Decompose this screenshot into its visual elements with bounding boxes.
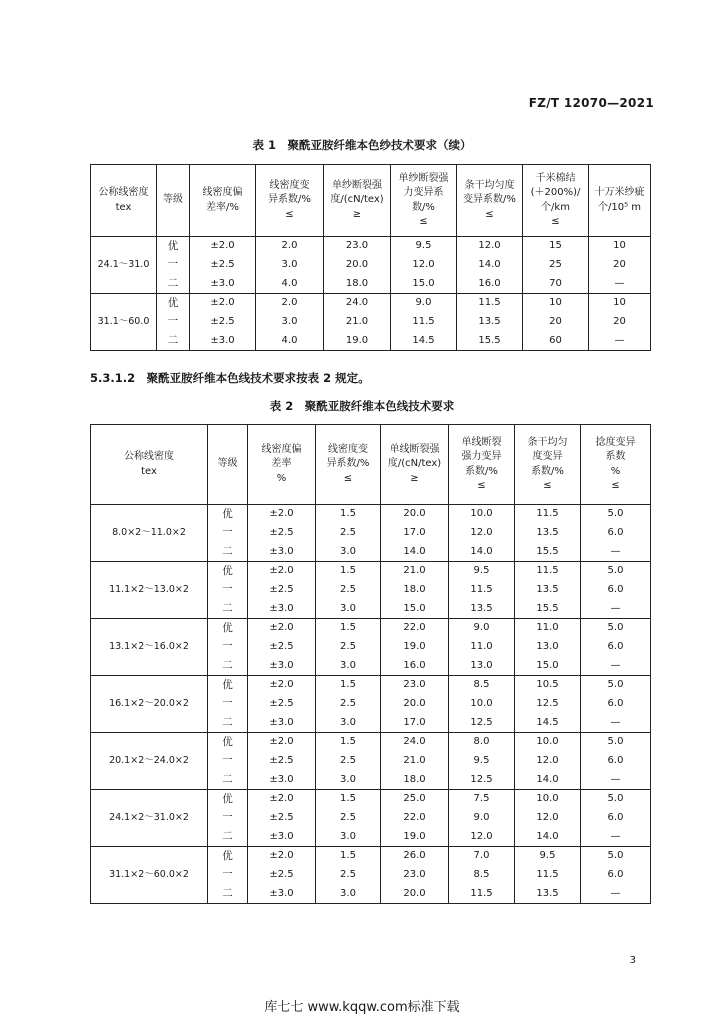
- table2-header-col-5-line-2: 系数/%: [465, 465, 498, 477]
- table2-cell: 5.0: [581, 676, 651, 695]
- table2-cell: 1.5: [316, 562, 381, 581]
- table2-header-col-0-line-0: 公称线密度: [124, 451, 174, 462]
- table2-cell: 8.5: [449, 676, 515, 695]
- table2-header-col-2-line-1: 差率: [271, 458, 292, 470]
- table1-header-col-4-line-2: ≥: [352, 208, 362, 220]
- table1-header-col-1-line-0: 等级: [163, 194, 183, 206]
- table1-header-col-2-line-0: 线密度偏: [202, 187, 243, 198]
- table2-cell: ±2.0: [248, 790, 316, 809]
- table1-cell: ±2.5: [190, 256, 256, 275]
- table2-cell: 21.0: [381, 562, 449, 581]
- table1-cell: 2.0: [256, 294, 324, 313]
- table2-cell: 9.0: [449, 809, 515, 828]
- table2-header-col-0: [91, 425, 208, 505]
- table2-header-col-5-line-3: ≤: [477, 480, 486, 491]
- table2-cell: 6.0: [581, 524, 651, 543]
- table1-header-col-7: [523, 165, 589, 237]
- table1-cell: ±2.0: [190, 294, 256, 313]
- table2-header-col-6-line-2: 系数/%: [531, 465, 564, 477]
- table2-spec-cell: 11.1×2～13.0×2: [91, 562, 208, 619]
- table2-cell: 一: [208, 866, 248, 885]
- table2-cell: ±3.0: [248, 828, 316, 847]
- table-row: [91, 790, 651, 809]
- table1-header-col-6-line-0: 条干均匀度: [464, 179, 515, 191]
- table2-cell: 优: [208, 733, 248, 752]
- table1-header-col-0-line-1: tex: [115, 201, 132, 213]
- table-row: [91, 294, 651, 313]
- table2-cell: 7.5: [449, 790, 515, 809]
- table1-header-col-3-line-0: 线密度变: [269, 179, 310, 191]
- table2-cell: 9.5: [449, 752, 515, 771]
- table1-header-col-0-line-0: 公称线密度: [98, 187, 149, 198]
- table2-cell: 二: [208, 714, 248, 733]
- table2-cell: 5.0: [581, 790, 651, 809]
- table2-cell: 20.0: [381, 505, 449, 524]
- table1-header-col-8-line-1: 个/10⁵ m: [597, 201, 642, 213]
- table2-cell: 3.0: [316, 771, 381, 790]
- table1-cell: 21.0: [324, 313, 391, 332]
- table2-cell: 10.0: [449, 695, 515, 714]
- table2-cell: 20.0: [381, 695, 449, 714]
- table2-cell: 6.0: [581, 581, 651, 600]
- table2-cell: 一: [208, 581, 248, 600]
- table1-cell: 14.0: [457, 256, 523, 275]
- table2-spec-cell: 31.1×2～60.0×2: [91, 847, 208, 904]
- table2-cell: 优: [208, 619, 248, 638]
- table2-cell: 一: [208, 524, 248, 543]
- table1-cell: —: [589, 275, 651, 294]
- table2-cell: —: [581, 600, 651, 619]
- table2-cell: ±2.0: [248, 847, 316, 866]
- table2-cell: ±3.0: [248, 543, 316, 562]
- table2-cell: 19.0: [381, 828, 449, 847]
- table2-cell: —: [581, 657, 651, 676]
- table2-cell: 18.0: [381, 581, 449, 600]
- table2-header-col-1-line-0: 等级: [217, 458, 238, 470]
- table1-cell: 9.5: [391, 237, 457, 256]
- table2-header-col-3: [316, 425, 381, 505]
- table2-cell: 13.0: [449, 657, 515, 676]
- table2-cell: —: [581, 714, 651, 733]
- table2-header-col-7-line-1: 系数: [605, 451, 626, 462]
- table2-cell: 优: [208, 790, 248, 809]
- table1-cell: ±2.0: [190, 237, 256, 256]
- table2-cell: 13.5: [515, 581, 581, 600]
- table1-cell: 4.0: [256, 332, 324, 351]
- table1-cell: 二: [157, 275, 190, 294]
- table2-cell: 23.0: [381, 866, 449, 885]
- table1-header-col-3: [256, 165, 324, 237]
- table2-cell: 二: [208, 543, 248, 562]
- table2-cell: 一: [208, 809, 248, 828]
- table2-header-col-7: [581, 425, 651, 505]
- table2: [90, 424, 651, 904]
- table2-header-col-5-line-1: 强力变异: [461, 451, 502, 462]
- table2-cell: 3.0: [316, 714, 381, 733]
- table1-header-col-5-line-2: ≤: [419, 216, 428, 227]
- table1-cell: 20.0: [324, 256, 391, 275]
- table2-cell: 10.0: [515, 790, 581, 809]
- table2-header-col-7-line-3: ≤: [611, 480, 620, 491]
- table2-cell: ±2.5: [248, 638, 316, 657]
- table-row: [91, 619, 651, 638]
- table1-cell: 20: [589, 313, 651, 332]
- table1-cell: ±3.0: [190, 332, 256, 351]
- table2-cell: 19.0: [381, 638, 449, 657]
- table2-cell: 6.0: [581, 809, 651, 828]
- table2-spec-cell: 24.1×2～31.0×2: [91, 790, 208, 847]
- table2-cell: —: [581, 771, 651, 790]
- table2-cell: 优: [208, 562, 248, 581]
- table2-cell: 21.0: [381, 752, 449, 771]
- table1-cell: ±3.0: [190, 275, 256, 294]
- table1-header-col-5-line-1: 力变异系数/%: [403, 187, 444, 213]
- table2-cell: 11.5: [515, 505, 581, 524]
- table-row: [91, 256, 651, 275]
- table1-header-col-7-line-1: (＋200%)/: [530, 187, 581, 198]
- table2-header-col-2: [248, 425, 316, 505]
- table2-cell: 二: [208, 828, 248, 847]
- table2-cell: 6.0: [581, 866, 651, 885]
- table2-cell: 二: [208, 885, 248, 904]
- table2-cell: 2.5: [316, 581, 381, 600]
- table2-cell: 一: [208, 695, 248, 714]
- table1-header-col-2-line-1: 差率/%: [206, 201, 239, 213]
- table2-cell: 8.0: [449, 733, 515, 752]
- table1-header-col-7-line-2: 个/km: [541, 201, 570, 213]
- table1-cell: —: [589, 332, 651, 351]
- table1-header-col-4: [324, 165, 391, 237]
- table2-cell: 5.0: [581, 562, 651, 581]
- table-row: [91, 275, 651, 294]
- table2-cell: 26.0: [381, 847, 449, 866]
- table1-cell: 二: [157, 332, 190, 351]
- table1-header-col-4-line-0: 单纱断裂强: [332, 179, 382, 191]
- table1-cell: 一: [157, 313, 190, 332]
- table2-spec-cell: 13.1×2～16.0×2: [91, 619, 208, 676]
- table1-cell: 24.0: [324, 294, 391, 313]
- table2-cell: ±2.5: [248, 581, 316, 600]
- table2-cell: 7.0: [449, 847, 515, 866]
- table2-cell: 6.0: [581, 695, 651, 714]
- table2-cell: 11.5: [449, 581, 515, 600]
- table1-cell: 一: [157, 256, 190, 275]
- table2-cell: 11.0: [515, 619, 581, 638]
- table2-cell: 10.5: [515, 676, 581, 695]
- table2-cell: 2.5: [316, 809, 381, 828]
- table2-header-col-1: [208, 425, 248, 505]
- table2-cell: 1.5: [316, 676, 381, 695]
- table2-header-col-5-line-0: 单线断裂: [461, 436, 502, 448]
- table2-cell: ±2.0: [248, 676, 316, 695]
- table2-cell: 18.0: [381, 771, 449, 790]
- table2-header-col-6-line-1: 度变异: [532, 451, 563, 462]
- table2-cell: 3.0: [316, 828, 381, 847]
- table-row: [91, 676, 651, 695]
- table2-cell: 1.5: [316, 619, 381, 638]
- table-row: [91, 332, 651, 351]
- table2-cell: 11.5: [449, 885, 515, 904]
- table2-cell: 6.0: [581, 752, 651, 771]
- table1-cell: 10: [523, 294, 589, 313]
- table2-cell: 22.0: [381, 619, 449, 638]
- table2-cell: 11.5: [515, 866, 581, 885]
- table1-header-col-8-line-0: 十万米纱疵: [594, 187, 645, 198]
- table2-cell: 1.5: [316, 847, 381, 866]
- table2-cell: 9.5: [449, 562, 515, 581]
- table-row: [91, 505, 651, 524]
- table2-cell: 二: [208, 771, 248, 790]
- table2-cell: 一: [208, 638, 248, 657]
- table1-cell: 4.0: [256, 275, 324, 294]
- table2-cell: ±2.5: [248, 695, 316, 714]
- table2-cell: 15.0: [381, 600, 449, 619]
- table2-cell: ±3.0: [248, 600, 316, 619]
- table-row: [91, 847, 651, 866]
- table1-header-col-0: [91, 165, 157, 237]
- table2-cell: 3.0: [316, 600, 381, 619]
- table2-cell: ±2.0: [248, 562, 316, 581]
- table1-header-col-7-line-3: ≤: [551, 216, 560, 227]
- table2-cell: ±3.0: [248, 714, 316, 733]
- table1-cell: 12.0: [457, 237, 523, 256]
- clause-5-3-1-2: 5.3.1.2 聚酰亚胺纤维本色线技术要求按表 2 规定。: [90, 371, 370, 385]
- table2-cell: 6.0: [581, 638, 651, 657]
- table2-cell: 14.0: [515, 828, 581, 847]
- table1-header-col-6-line-1: 变异系数/%: [463, 194, 516, 206]
- table1-header-col-1: [157, 165, 190, 237]
- table2-cell: ±3.0: [248, 885, 316, 904]
- table2-header-col-2-line-0: 线密度偏: [261, 443, 302, 455]
- table1-cell: 12.0: [391, 256, 457, 275]
- table1-cell: 优: [157, 294, 190, 313]
- table1-header-col-5: [391, 165, 457, 237]
- table2-cell: 15.5: [515, 600, 581, 619]
- table2-cell: 5.0: [581, 847, 651, 866]
- table2-cell: 13.0: [515, 638, 581, 657]
- table2-cell: 14.5: [515, 714, 581, 733]
- table2-cell: 11.5: [515, 562, 581, 581]
- table2-cell: 14.0: [515, 771, 581, 790]
- table2-cell: 9.5: [515, 847, 581, 866]
- standard-code: FZ/T 12070—2021: [528, 96, 654, 110]
- table2-cell: ±2.5: [248, 752, 316, 771]
- table2-cell: ±3.0: [248, 657, 316, 676]
- table2-cell: 5.0: [581, 733, 651, 752]
- table2-cell: 12.0: [449, 828, 515, 847]
- table-row: [91, 237, 651, 256]
- table2-cell: 12.0: [449, 524, 515, 543]
- table2-header-col-5: [449, 425, 515, 505]
- table1-cell: 10: [589, 237, 651, 256]
- table-row: [91, 562, 651, 581]
- table2-cell: 5.0: [581, 505, 651, 524]
- table2-spec-cell: 20.1×2～24.0×2: [91, 733, 208, 790]
- table2-cell: 3.0: [316, 543, 381, 562]
- table1-cell: 3.0: [256, 313, 324, 332]
- table2-cell: ±2.5: [248, 809, 316, 828]
- page-number: 3: [629, 955, 636, 966]
- table2-header-col-0-line-1: tex: [141, 465, 157, 477]
- table1-cell: 16.0: [457, 275, 523, 294]
- table2-cell: 12.5: [515, 695, 581, 714]
- table1-cell: 2.0: [256, 237, 324, 256]
- table1-cell: 20: [523, 313, 589, 332]
- table1-cell: 25: [523, 256, 589, 275]
- table2-cell: 15.5: [515, 543, 581, 562]
- table1-cell: 13.5: [457, 313, 523, 332]
- table1-cell: 11.5: [457, 294, 523, 313]
- table1-header-col-6-line-2: ≤: [485, 208, 494, 220]
- table2-cell: 3.0: [316, 885, 381, 904]
- table2-cell: 13.5: [449, 600, 515, 619]
- table2-cell: 12.5: [449, 714, 515, 733]
- table1-cell: 18.0: [324, 275, 391, 294]
- table1-cell: 9.0: [391, 294, 457, 313]
- table1-spec-cell: 31.1～60.0: [91, 294, 157, 351]
- table2-header-col-4-line-2: ≥: [410, 472, 419, 484]
- table2-cell: 一: [208, 752, 248, 771]
- table1-cell: 15.5: [457, 332, 523, 351]
- table1: [90, 164, 651, 351]
- table2-header-col-4-line-0: 单线断裂强: [389, 443, 440, 455]
- table2-cell: 优: [208, 847, 248, 866]
- table2-cell: 2.5: [316, 866, 381, 885]
- table2-cell: 二: [208, 657, 248, 676]
- table2-cell: 1.5: [316, 505, 381, 524]
- table1-cell: 60: [523, 332, 589, 351]
- table2-cell: 17.0: [381, 714, 449, 733]
- table1-cell: 优: [157, 237, 190, 256]
- table-row: [91, 313, 651, 332]
- table2-cell: 1.5: [316, 790, 381, 809]
- table1-cell: 15.0: [391, 275, 457, 294]
- table2-cell: 24.0: [381, 733, 449, 752]
- table2-header-col-4-line-1: 度/(cN/tex): [387, 458, 442, 470]
- table2-cell: 13.5: [515, 524, 581, 543]
- table2-cell: 13.5: [515, 885, 581, 904]
- table2-cell: 8.5: [449, 866, 515, 885]
- table1-header-col-7-line-0: 千米棉结: [535, 172, 576, 184]
- table2-header-col-2-line-2: %: [276, 472, 287, 484]
- table1-caption: 表 1 聚酰亚胺纤维本色纱技术要求（续）: [252, 138, 472, 152]
- table1-header-col-4-line-1: 度/(cN/tex): [330, 194, 384, 206]
- table1-header-col-2: [190, 165, 256, 237]
- table2-cell: 12.0: [515, 809, 581, 828]
- table2-header-col-7-line-0: 捻度变异: [595, 436, 636, 448]
- table1-cell: 70: [523, 275, 589, 294]
- table2-header-col-6: [515, 425, 581, 505]
- table2-cell: ±2.0: [248, 505, 316, 524]
- table1-cell: 15: [523, 237, 589, 256]
- table2-cell: ±2.5: [248, 524, 316, 543]
- table2-cell: 25.0: [381, 790, 449, 809]
- table2-header-col-7-line-2: %: [610, 465, 621, 477]
- table1-cell: 3.0: [256, 256, 324, 275]
- table2-header-col-6-line-3: ≤: [543, 480, 552, 491]
- table2-cell: 优: [208, 676, 248, 695]
- table2-cell: 12.5: [449, 771, 515, 790]
- table2-cell: 14.0: [381, 543, 449, 562]
- table1-spec-cell: 24.1～31.0: [91, 237, 157, 294]
- table2-header-col-3-line-1: 异系数/%: [326, 458, 370, 470]
- table1-cell: 23.0: [324, 237, 391, 256]
- table2-cell: ±2.0: [248, 619, 316, 638]
- table1-cell: 14.5: [391, 332, 457, 351]
- table2-cell: 23.0: [381, 676, 449, 695]
- table2-cell: 3.0: [316, 657, 381, 676]
- table2-header-col-3-line-2: ≤: [343, 472, 353, 484]
- table2-cell: ±2.0: [248, 733, 316, 752]
- table2-cell: 5.0: [581, 619, 651, 638]
- table2-spec-cell: 16.1×2～20.0×2: [91, 676, 208, 733]
- table1-cell: 11.5: [391, 313, 457, 332]
- table-row: [91, 733, 651, 752]
- table2-cell: 17.0: [381, 524, 449, 543]
- table2-cell: —: [581, 543, 651, 562]
- table1-header-col-6: [457, 165, 523, 237]
- table2-header-col-3-line-0: 线密度变: [328, 443, 368, 455]
- table2-header-col-6-line-0: 条干均匀: [527, 436, 568, 448]
- table1-header-col-5-line-0: 单纱断裂强: [398, 172, 449, 184]
- table2-cell: 二: [208, 600, 248, 619]
- table2-cell: 20.0: [381, 885, 449, 904]
- table2-cell: 11.0: [449, 638, 515, 657]
- table1-cell: 19.0: [324, 332, 391, 351]
- table2-caption: 表 2 聚酰亚胺纤维本色线技术要求: [269, 399, 455, 413]
- table2-cell: 10.0: [515, 733, 581, 752]
- table1-cell: 20: [589, 256, 651, 275]
- table1-cell: 10: [589, 294, 651, 313]
- table1-header-col-3-line-1: 异系数/%: [268, 194, 311, 206]
- table2-cell: 10.0: [449, 505, 515, 524]
- table2-cell: 2.5: [316, 524, 381, 543]
- table2-cell: 9.0: [449, 619, 515, 638]
- table2-spec-cell: 8.0×2～11.0×2: [91, 505, 208, 562]
- table2-cell: 2.5: [316, 695, 381, 714]
- table1-header-col-3-line-2: ≤: [285, 208, 294, 220]
- table2-cell: 15.0: [515, 657, 581, 676]
- table1-header-col-8: [589, 165, 651, 237]
- table2-cell: 16.0: [381, 657, 449, 676]
- table2-header-col-4: [381, 425, 449, 505]
- table1-cell: ±2.5: [190, 313, 256, 332]
- table2-cell: 优: [208, 505, 248, 524]
- table2-cell: 22.0: [381, 809, 449, 828]
- table2-cell: —: [581, 828, 651, 847]
- table2-cell: ±3.0: [248, 771, 316, 790]
- footer-watermark: 库七七 www.kqqw.com标准下载: [264, 1000, 460, 1015]
- table2-cell: —: [581, 885, 651, 904]
- table2-cell: 1.5: [316, 733, 381, 752]
- table2-cell: 2.5: [316, 638, 381, 657]
- table2-cell: 12.0: [515, 752, 581, 771]
- table2-cell: 14.0: [449, 543, 515, 562]
- table2-cell: ±2.5: [248, 866, 316, 885]
- table2-cell: 2.5: [316, 752, 381, 771]
